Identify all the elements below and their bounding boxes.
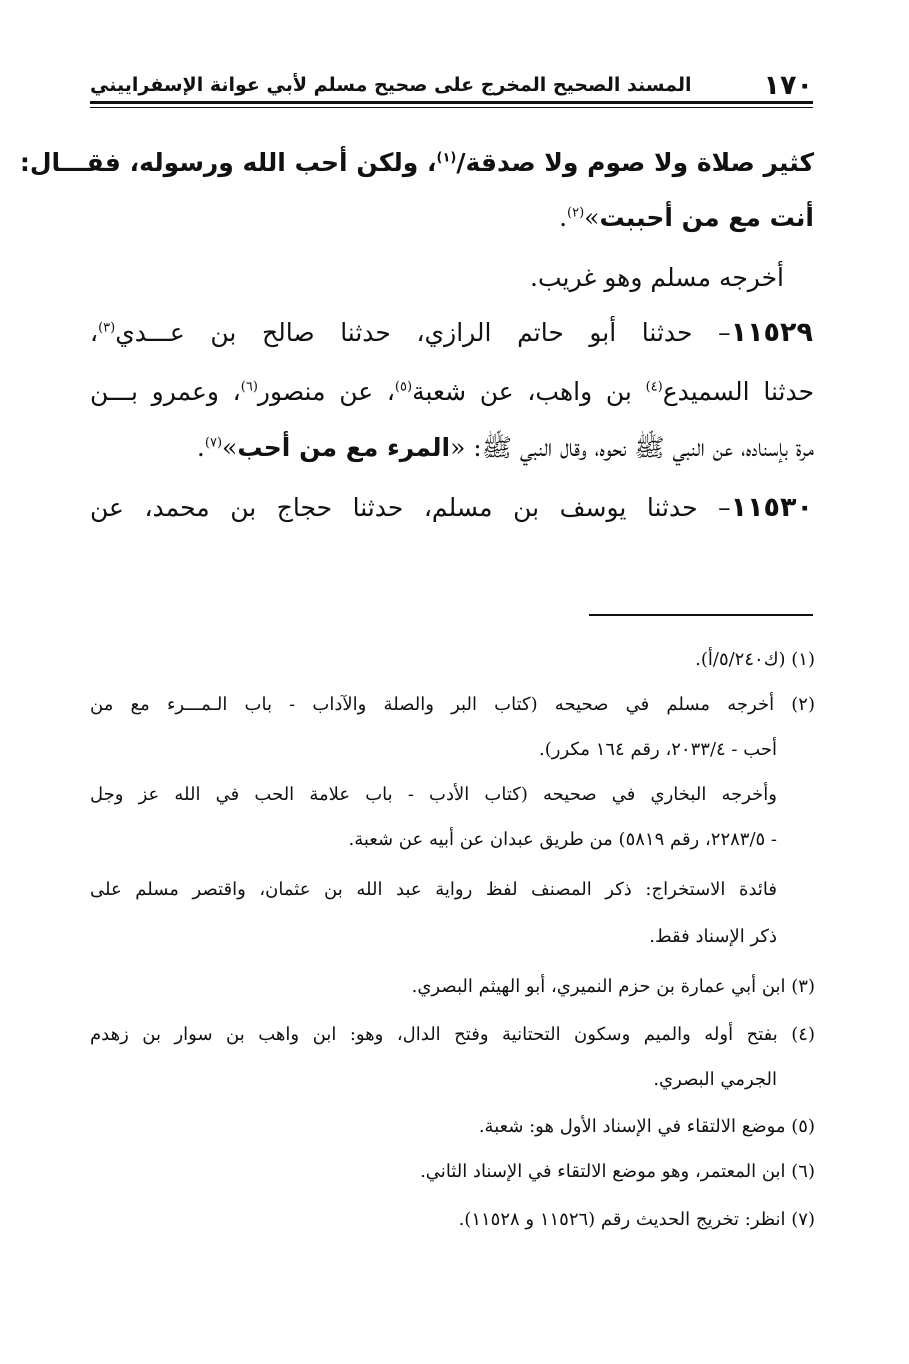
footnote-2-cont: - ٢٢٨٣/٥، رقم ٥٨١٩) من طريق عبدان عن أبيه عن شعبة. xyxy=(348,829,777,850)
main-text: – حدثنا يوسف بن مسلم، حدثنا حجاج بن محمد، عن xyxy=(90,493,731,522)
footnote-6: (٦) ابن المعتمر، وهو موضع الالتقاء في الإسناد الثاني. xyxy=(420,1161,815,1182)
main-text: كثير صلاة ولا صوم ولا صدقة/ xyxy=(456,148,814,177)
main-text: ، xyxy=(90,318,99,347)
hadith-11529 xyxy=(90,313,813,353)
footnote-4-cont: الجرمي البصري. xyxy=(653,1069,777,1090)
footnote-ref-3[interactable]: (٣) xyxy=(98,320,116,336)
page-header xyxy=(90,70,813,100)
main-text: – حدثنا أبو حاتم الرازي، حدثنا صالح بن عـــدي xyxy=(115,318,731,347)
quoted-hadith: المرء مع من أحب xyxy=(237,433,451,462)
main-text: ، ولكن أحب الله ورسوله، فقـــال: xyxy=(19,148,437,177)
main-line-6 xyxy=(90,428,814,468)
page-number: ١٧٠ xyxy=(763,69,813,101)
footnote-5: (٥) موضع الالتقاء في الإسناد الأول هو: شعبة. xyxy=(478,1116,815,1137)
footnote-ref-4[interactable]: (٤) xyxy=(645,379,663,395)
footnote-2: (٢) أخرجه مسلم في صحيحه (كتاب البر والصلة والآداب - باب الـمـــرء مع من xyxy=(90,694,815,715)
hadith-number: ١١٥٢٩ xyxy=(730,317,813,348)
main-text: أنت مع من أحببت xyxy=(599,203,814,232)
main-line-3 xyxy=(90,258,784,298)
footnote-7: (٧) انظر: تخريج الحديث رقم (١١٥٢٦ و ١١٥٢٨). xyxy=(458,1209,815,1230)
footnote-2-cont: ذكر الإسناد فقط. xyxy=(649,926,777,947)
footnote-4: (٤) بفتح أوله والميم وسكون التحتانية وفتح الدال، وهو: ابن واهب بن سوار بن زهدم xyxy=(90,1024,815,1045)
footnote-ref-2[interactable]: (٢) xyxy=(567,205,585,221)
hadith-number: ١١٥٣٠ xyxy=(730,492,813,523)
header-rule-thin xyxy=(90,107,813,108)
footnote-1: (١) (ك٥/٢٤٠/أ). xyxy=(695,649,815,670)
footnote-ref-7[interactable]: (٧) xyxy=(204,435,223,451)
main-text: مرة بإسناده، عن النبي ﷺ نحوه، وقال النبي ﷺ: « xyxy=(450,433,814,462)
footnote-separator xyxy=(589,614,813,616)
quote-close: » xyxy=(222,433,238,462)
footnote-2-cont: أحب - ٢٠٣٣/٤، رقم ١٦٤ مكرر). xyxy=(539,739,777,760)
hadith-11530 xyxy=(90,488,813,528)
footnote-ref-1[interactable]: (١) xyxy=(436,150,457,166)
footnote-2-cont: فائدة الاستخراج: ذكر المصنف لفظ رواية عبد الله بن عثمان، واقتصر مسلم على xyxy=(90,879,777,900)
main-text: أخرجه مسلم وهو غريب. xyxy=(530,263,784,292)
main-text: ، وعمرو بـــن xyxy=(90,377,241,406)
footnote-3: (٣) ابن أبي عمارة بن حزم النميري، أبو الهيثم البصري. xyxy=(411,976,815,997)
main-text: حدثنا السميدع xyxy=(662,377,815,406)
header-rule-thick xyxy=(90,101,813,104)
main-text: بن واهب، عن شعبة xyxy=(412,377,646,406)
main-line-1 xyxy=(19,143,814,183)
main-line-2 xyxy=(90,198,814,238)
footnote-ref-5[interactable]: (٥) xyxy=(394,379,413,395)
main-text: ، عن منصور xyxy=(257,377,395,406)
footnote-2-cont: وأخرجه البخاري في صحيحه (كتاب الأدب - باب علامة الحب في الله عز وجل xyxy=(90,784,777,805)
main-text: . xyxy=(196,433,205,462)
quote-close: » xyxy=(584,203,600,232)
footnote-ref-6[interactable]: (٦) xyxy=(240,379,258,395)
book-title: المسند الصحيح المخرج على صحيح مسلم لأبي عوانة الإسفراييني xyxy=(90,74,692,96)
main-text: . xyxy=(559,203,568,232)
main-line-5 xyxy=(90,372,814,412)
